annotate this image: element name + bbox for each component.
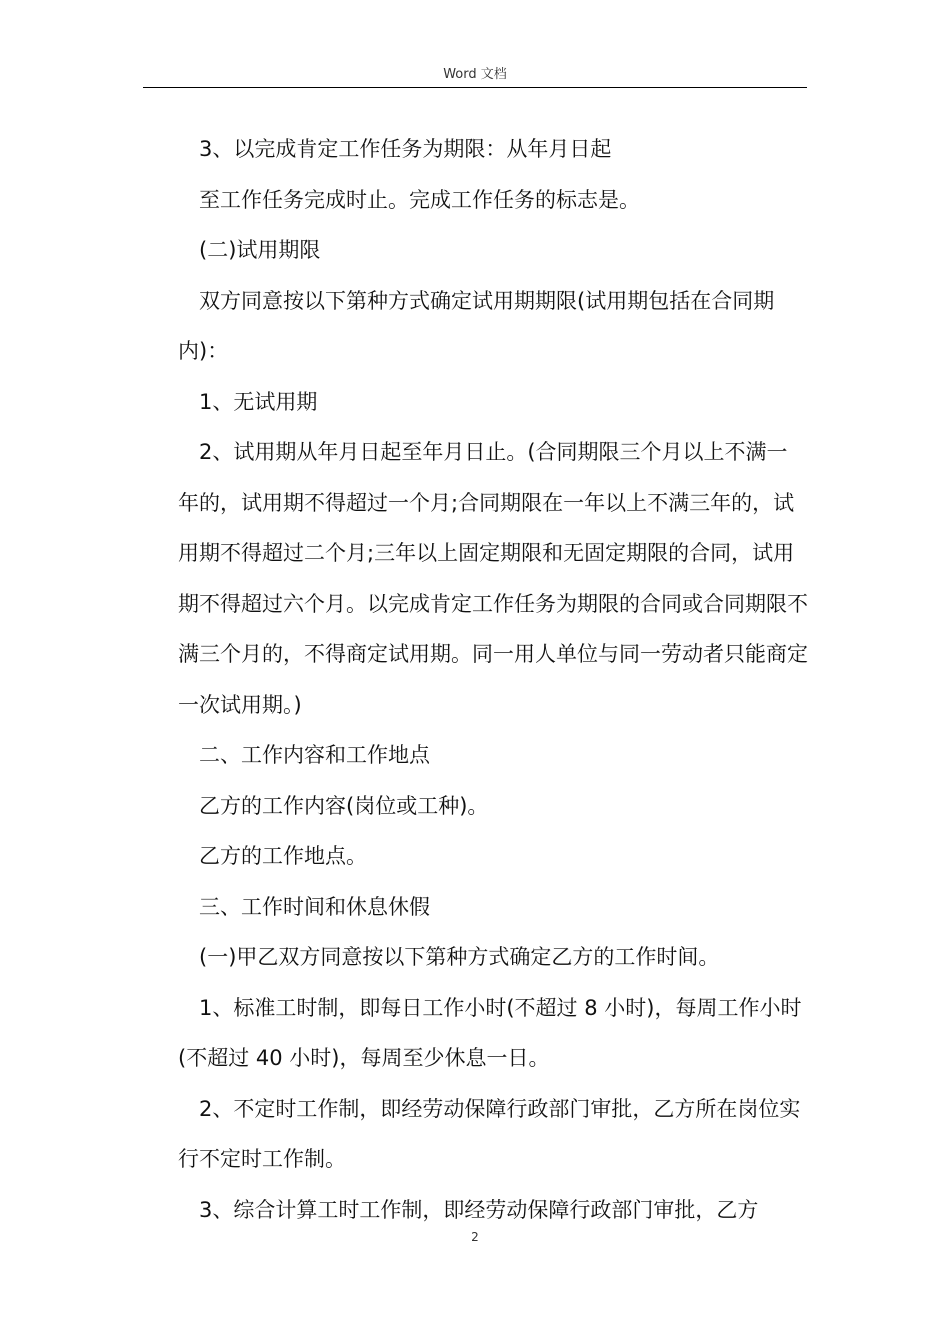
paragraph: (二)试用期限 — [199, 238, 321, 262]
paragraph: 1、标准工时制，即每日工作小时(不超过 8 小时)，每周工作小时(不超过 40 小时)，每周至少休息一日。 — [178, 995, 802, 1070]
paragraph: 双方同意按以下第种方式确定试用期期限(试用期包括在合同期内)： — [178, 288, 775, 363]
document-body — [178, 124, 808, 1235]
page-header-title: Word 文档 — [443, 67, 507, 82]
paragraph: 乙方的工作地点。 — [199, 844, 367, 868]
paragraph: 乙方的工作内容(岗位或工种)。 — [199, 793, 489, 818]
page-number: 2 — [471, 1230, 479, 1244]
header-divider — [143, 87, 807, 88]
paragraph: 3、综合计算工时工作制，即经劳动保障行政部门审批，乙方 — [199, 1197, 759, 1222]
paragraph: 2、试用期从年月日起至年月日止。(合同期限三个月以上不满一年的，试用期不得超过一个月;合同期限在一年以上不满三年的，试用期不得超过二个月;三年以上固定期限和无固定期限的合同，试用期不得超过六个月。以完成肯定工作任务为期限的合同或合同期限不满三个月的，不得商定试用期。同一用人单位与同一劳动者只能商定一次试用期。) — [178, 440, 808, 717]
paragraph: 三、工作时间和休息休假 — [199, 894, 430, 919]
paragraph: 2、不定时工作制，即经劳动保障行政部门审批，乙方所在岗位实行不定时工作制。 — [178, 1096, 801, 1171]
paragraph: 3、以完成肯定工作任务为期限：从年月日起 — [199, 137, 612, 161]
paragraph: 二、工作内容和工作地点 — [199, 743, 430, 767]
paragraph: 至工作任务完成时止。完成工作任务的标志是。 — [199, 187, 640, 212]
paragraph: (一)甲乙双方同意按以下第种方式确定乙方的工作时间。 — [199, 945, 720, 969]
paragraph: 1、无试用期 — [199, 389, 318, 414]
